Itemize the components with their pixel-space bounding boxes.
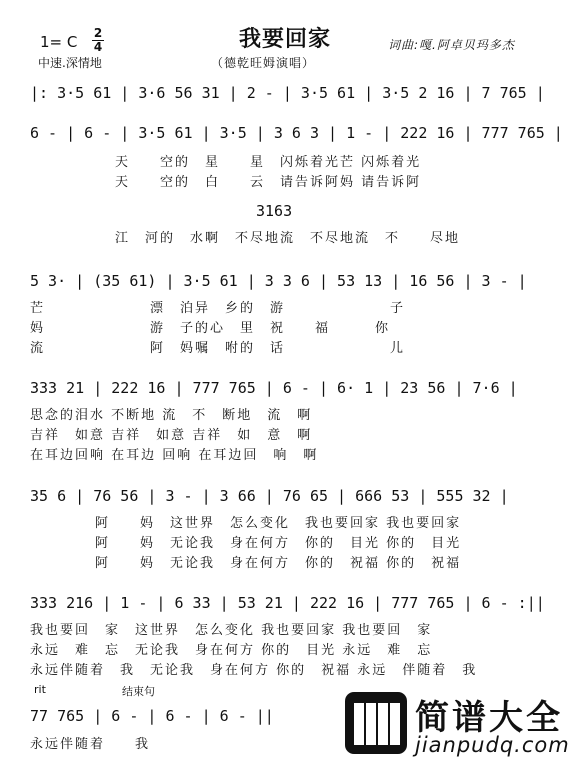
row-6-lyric-2: 阿 妈 无论我 身在何方 你的 目光 你的 目光: [95, 536, 462, 551]
row-5-lyric-2: 吉祥 如意 吉祥 如意 吉祥 如 意 啊: [30, 428, 313, 443]
score-row-2-notes: 6 - | 6 - | 3·5 61 | 3·5 | 3 6 3 | 1 - | 222 16 | 777 765 |: [30, 124, 563, 142]
row-4-lyric-3: 流 阿 妈嘱 咐的 话 儿: [30, 341, 406, 356]
score-row-1-notes: |: 3·5 61 | 3·6 56 31 | 2 - | 3·5 61 | 3·5 2 16 | 7 765 |: [30, 84, 545, 102]
rit-marking: rit: [34, 683, 46, 696]
row-2-lyric-2: 天 空的 白 云 请告诉阿妈 请告诉阿: [115, 175, 422, 190]
key-signature: 1= C: [40, 33, 78, 51]
piano-keys-icon: [345, 692, 407, 754]
score-row-8-notes: 77 765 | 6 - | 6 - | 6 - ||: [30, 707, 274, 725]
row-7-lyric-1: 我也要回 家 这世界 怎么变化 我也要回家 我也要回 家: [30, 623, 433, 638]
row-4-lyric-2: 妈 游 子的心 里 祝 福 你: [30, 321, 391, 336]
watermark-url: jianpudq.com: [415, 733, 570, 757]
row-3-lyric-1: 江 河的 水啊 不尽地流 不尽地流 不 尽地: [115, 231, 461, 246]
credits: 词曲:嘎.阿卓贝玛多杰: [388, 38, 515, 52]
piano-key: [365, 702, 377, 746]
song-title: 我要回家: [238, 27, 331, 52]
end-phrase-marking: 结束句: [122, 685, 155, 698]
watermark-title: 简谱大全: [415, 698, 563, 738]
score-row-7-notes: 333 216 | 1 - | 6 33 | 53 21 | 222 16 | 777 765 | 6 - :||: [30, 594, 545, 612]
performer: （德乾旺姆演唱）: [211, 56, 316, 70]
tempo-marking: 中速.深情地: [38, 56, 102, 70]
row-6-lyric-3: 阿 妈 无论我 身在何方 你的 祝福 你的 祝福: [95, 556, 462, 571]
row-2-lyric-1: 天 空的 星 星 闪烁着光芒 闪烁着光: [115, 155, 422, 170]
row-8-lyric-1: 永远伴随着 我: [30, 737, 151, 752]
time-signature: [92, 28, 104, 53]
row-7-lyric-3: 永远伴随着 我 无论我 身在何方 你的 祝福 永远 伴随着 我: [30, 663, 478, 678]
score-row-3-notes: 3163: [256, 202, 293, 220]
row-6-lyric-1: 阿 妈 这世界 怎么变化 我也要回家 我也要回家: [95, 516, 462, 531]
time-signature-bottom: 4: [93, 40, 103, 54]
row-4-lyric-1: 芒 漂 泊异 乡的 游 子: [30, 301, 406, 316]
score-row-5-notes: 333 21 | 222 16 | 777 765 | 6 - | 6· 1 | 23 56 | 7·6 |: [30, 379, 518, 397]
piano-key: [353, 702, 365, 746]
piano-key: [377, 702, 389, 746]
row-5-lyric-1: 思念的泪水 不断地 流 不 断地 流 啊: [30, 408, 313, 423]
time-signature-top: 2: [93, 26, 103, 40]
piano-key: [389, 702, 401, 746]
score-row-4-notes: 5 3· | (35 61) | 3·5 61 | 3 3 6 | 53 13 | 16 56 | 3 - |: [30, 272, 527, 290]
score-row-6-notes: 35 6 | 76 56 | 3 - | 3 66 | 76 65 | 666 53 | 555 32 |: [30, 487, 509, 505]
row-5-lyric-3: 在耳边回响 在耳边 回响 在耳边回 响 啊: [30, 448, 319, 463]
row-7-lyric-2: 永远 难 忘 无论我 身在何方 你的 目光 永远 难 忘: [30, 643, 433, 658]
